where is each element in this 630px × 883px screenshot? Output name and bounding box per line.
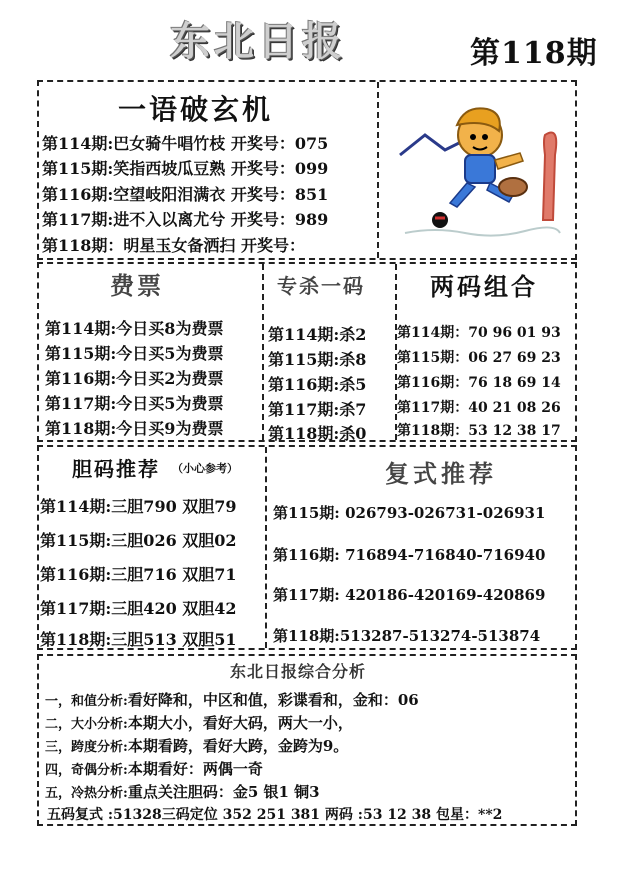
riddle-line: 第116期:空望岐阳泪满衣 开奖号：851 bbox=[42, 185, 329, 204]
analysis-text: 重点关注胆码：金5 银1 铜3 bbox=[127, 783, 320, 801]
liangma-line: 第116期：76 18 69 14 bbox=[397, 375, 561, 391]
analysis-text: 本期看好：两偶一奇 bbox=[127, 760, 263, 778]
picks-divider-1 bbox=[262, 264, 264, 440]
zhuansha-line: 第118期:杀0 bbox=[268, 424, 367, 443]
liangma-line: 第118期：53 12 38 17 bbox=[397, 423, 561, 439]
danma-note: （小心参考） bbox=[172, 462, 238, 475]
masthead-title: 东北日报 bbox=[170, 18, 346, 65]
recommend-divider bbox=[265, 447, 267, 648]
analysis-item bbox=[45, 758, 263, 779]
riddle-line: 第118期：明星玉女备洒扫 开奖号： bbox=[42, 236, 305, 255]
liangma-title: 两码组合 bbox=[430, 272, 538, 301]
danma-title: 胆码推荐 bbox=[72, 457, 160, 481]
fushi-title: 复式推荐 bbox=[385, 459, 497, 488]
riddle-line: 第114期:巴女骑牛唱竹枝 开奖号：075 bbox=[42, 134, 329, 153]
analysis-title: 东北日报综合分析 bbox=[230, 662, 367, 681]
danma-line: 第114期:三胆790 双胆79 bbox=[40, 497, 237, 516]
boy-running-icon bbox=[395, 95, 565, 245]
riddle-divider bbox=[377, 82, 379, 258]
analysis-item bbox=[45, 712, 353, 733]
analysis-label: 五，冷热分析: bbox=[45, 786, 128, 801]
zhuansha-line: 第116期:杀5 bbox=[268, 375, 367, 394]
analysis-label: 四，奇偶分析: bbox=[45, 763, 128, 778]
riddle-line: 第115期:笑指西坡瓜豆熟 开奖号：099 bbox=[42, 159, 329, 178]
zhuansha-line: 第117期:杀7 bbox=[268, 400, 367, 419]
analysis-label: 一，和值分析: bbox=[45, 694, 128, 709]
danma-line: 第117期:三胆420 双胆42 bbox=[40, 599, 237, 618]
feipiao-title: 费票 bbox=[110, 271, 164, 300]
danma-line: 第116期:三胆716 双胆71 bbox=[40, 565, 237, 584]
liangma-line: 第114期：70 96 01 93 bbox=[397, 325, 561, 341]
fushi-line: 第115期: 026793-026731-026931 bbox=[273, 504, 546, 522]
analysis-footer: 五码复式 :51328三码定位 352 251 381 两码 :53 12 38 包星：**2 bbox=[47, 807, 503, 823]
danma-line: 第115期:三胆026 双胆02 bbox=[40, 531, 237, 550]
issue-number: 第118期 bbox=[470, 36, 598, 71]
feipiao-line: 第115期:今日买5为费票 bbox=[45, 344, 224, 363]
fushi-line: 第118期:513287-513274-513874 bbox=[273, 627, 541, 645]
analysis-text: 本期大小，看好大码，两大一小， bbox=[127, 714, 353, 732]
analysis-item bbox=[45, 781, 320, 802]
riddle-line: 第117期:进不入以离尤兮 开奖号：989 bbox=[42, 210, 329, 229]
zhuansha-line: 第115期:杀8 bbox=[268, 350, 367, 369]
feipiao-line: 第116期:今日买2为费票 bbox=[45, 369, 224, 388]
analysis-item bbox=[45, 689, 419, 710]
analysis-item bbox=[45, 735, 348, 756]
feipiao-line: 第117期:今日买5为费票 bbox=[45, 394, 224, 413]
feipiao-line: 第118期:今日买9为费票 bbox=[45, 419, 224, 438]
analysis-text: 看好降和，中区和值，彩谍看和，金和：06 bbox=[127, 691, 419, 709]
analysis-label: 三，跨度分析: bbox=[45, 740, 128, 755]
riddle-title: 一语破玄机 bbox=[118, 93, 274, 126]
danma-line: 第118期:三胆513 双胆51 bbox=[40, 630, 237, 649]
analysis-text: 本期看跨，看好大跨，金跨为9。 bbox=[127, 737, 349, 755]
liangma-line: 第115期：06 27 69 23 bbox=[397, 350, 561, 366]
zhuansha-line: 第114期:杀2 bbox=[268, 325, 367, 344]
fushi-line: 第116期: 716894-716840-716940 bbox=[273, 546, 546, 564]
zhuansha-title: 专杀一码 bbox=[277, 274, 365, 298]
fushi-line: 第117期: 420186-420169-420869 bbox=[273, 586, 546, 604]
feipiao-line: 第114期:今日买8为费票 bbox=[45, 319, 224, 338]
liangma-line: 第117期：40 21 08 26 bbox=[397, 400, 561, 416]
analysis-label: 二，大小分析: bbox=[45, 717, 128, 732]
